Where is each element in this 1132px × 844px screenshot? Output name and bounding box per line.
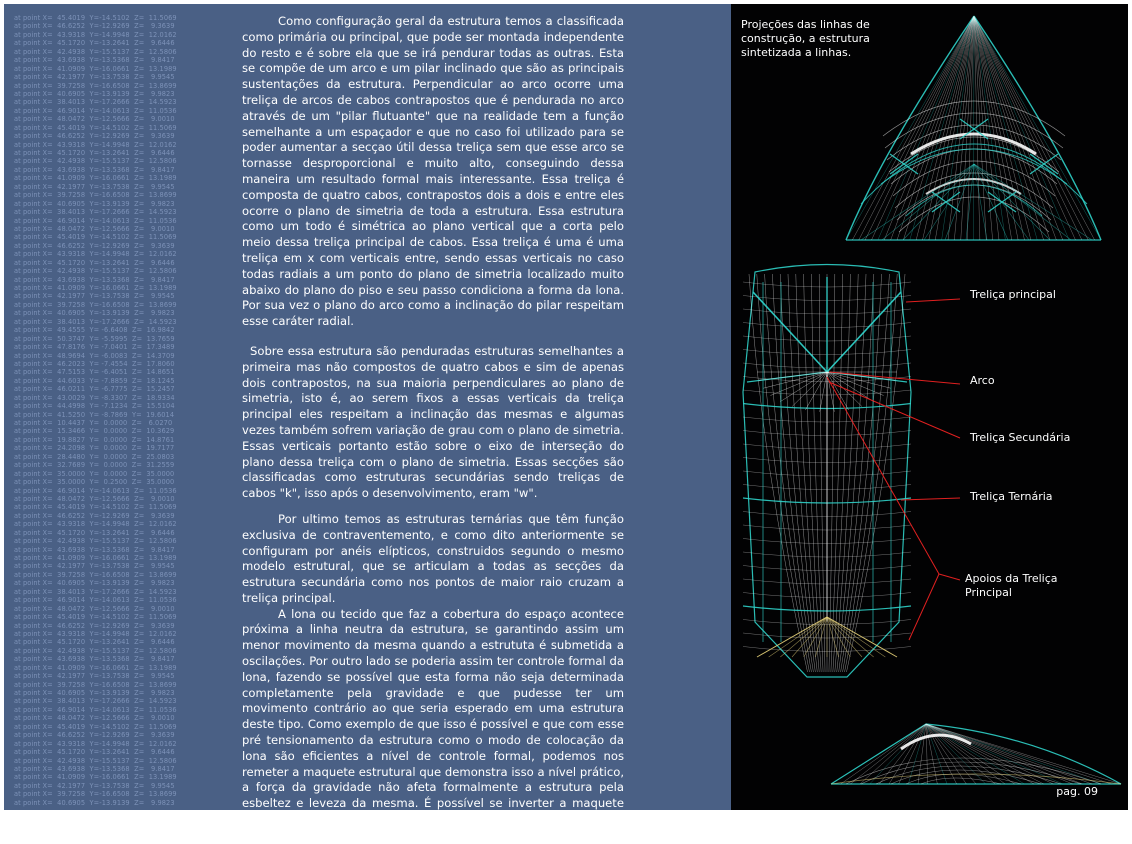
structure-curve xyxy=(819,274,825,672)
coordinate-line: at point X= 45.4019 Y=-14.5102 Z= 11.5069 xyxy=(14,14,177,22)
coordinate-line: at point X= 46.6252 Y=-12.9269 Z= 9.3639 xyxy=(14,621,175,630)
structure-line xyxy=(974,16,1050,240)
coordinate-line: at point X= 46.9014 Y=-14.0613 Z= 11.0536 xyxy=(14,705,177,714)
coordinate-line: at point X= 46.2023 Y= -7.4554 Z= 17.8060 xyxy=(14,359,175,368)
coordinate-line: at point X= 43.6938 Y=-13.5368 Z= 9.8417 xyxy=(14,275,175,284)
coordinate-line: at point X= 19.8827 Y= 0.0000 Z= 14.8761 xyxy=(14,435,175,444)
paragraph-structure-ternary: Por ultimo temos as estruturas ternárias que têm função exclusiva de contraventemento, e como dito anteriormente se configuram por anéis elípticos, construidos segundo o mesmo modelo estrutural, que se articulam a todas as secções da estrutura secundária como nos pontos de maior raio cruzam a treliça principal. xyxy=(242,511,624,605)
coordinate-line: at point X= 42.4938 Y=-15.5137 Z= 12.5806 xyxy=(14,157,177,166)
coordinate-line: at point X= 35.0000 Y= 0.0000 Z= 35.0000 xyxy=(14,469,175,478)
coordinate-line: at point X= 43.9318 Y=-14.9948 Z= 12.0162 xyxy=(14,30,177,39)
leader-line xyxy=(829,372,960,384)
structure-line xyxy=(974,16,1031,240)
coordinate-line: at point X= 45.4019 Y=-14.5102 Z= 11.5069 xyxy=(14,233,177,242)
coordinate-line: at point X= 42.4938 Y=-15.5137 Z= 12.5806 xyxy=(14,537,177,546)
structure-line xyxy=(831,724,926,784)
structure-line xyxy=(827,292,901,372)
structure-line xyxy=(757,617,827,657)
coordinate-line: at point X= 46.9014 Y=-14.0613 Z= 11.0536 xyxy=(14,216,177,225)
coordinate-line: at point X= 32.7689 Y= 0.0000 Z= 31.2559 xyxy=(14,461,175,470)
label-trelica-ternaria: Treliça Ternária xyxy=(970,490,1053,503)
paragraph-structure-secondary: Sobre essa estrutura são penduradas estruturas semelhantes a primeira mas não compostos de quatro cabos e sim de apenas dois contrapostos, na sua maioria perpendiculares ao plano de simetria, isto é, ao serem fixos a essas verticais da treliça principal eles respeitam a inclinação das mesmas e algumas vezes também sofrem variação de grau com o plano de simetria. Essas verticais portanto estão sobre o eixo de interseção do plano dessa treliça com o plano de simetria. Essas secções são classificadas como estruturas secundárias sendo treliças de cabos "k", isso após o desenvolvimento, eram "w". xyxy=(242,343,624,501)
coordinate-line: at point X= 39.7258 Y=-16.6508 Z= 13.8699 xyxy=(14,790,177,799)
structure-line xyxy=(903,164,974,240)
structure-line xyxy=(882,164,974,240)
coordinate-line: at point X= 40.6905 Y=-13.9139 Z= 9.9823 xyxy=(14,89,175,98)
coordinate-line: at point X= 40.6905 Y=-13.9139 Z= 9.9823 xyxy=(14,798,175,807)
structure-line xyxy=(878,16,974,240)
coordinate-line: at point X= 46.6252 Y=-12.9269 Z= 9.3639 xyxy=(14,511,175,520)
structure-line xyxy=(827,617,897,657)
coordinate-line: at point X= 45.1720 Y=-13.2641 Z= 9.6446 xyxy=(14,39,175,48)
coordinate-line: at point X= 46.6252 Y=-12.9269 Z= 9.3639 xyxy=(14,132,175,141)
coordinate-line: at point X= 40.6905 Y=-13.9139 Z= 9.9823 xyxy=(14,579,175,588)
coordinate-line: at point X= 38.4013 Y=-17.2666 Z= 14.5923 xyxy=(14,98,177,107)
coordinate-line: at point X= 45.4019 Y=-14.5102 Z= 11.5069 xyxy=(14,722,177,731)
plan-view-drawing xyxy=(731,262,1128,682)
coordinate-line: at point X= 41.0909 Y=-16.0661 Z= 13.1989 xyxy=(14,174,177,183)
coordinate-line: at point X= 39.7258 Y=-16.6508 Z= 13.8699 xyxy=(14,191,177,200)
coordinate-list xyxy=(14,14,224,807)
coordinate-line: at point X= 40.6905 Y=-13.9139 Z= 9.9823 xyxy=(14,309,175,318)
coordinate-line: at point X= 45.4019 Y=-14.5102 Z= 11.5069 xyxy=(14,613,177,622)
coordinate-line: at point X= 48.0472 Y=-12.5666 Z= 9.0010 xyxy=(14,604,175,613)
coordinate-line: at point X= 43.9318 Y=-14.9948 Z= 12.0162 xyxy=(14,739,177,748)
coordinate-line: at point X= 43.6938 Y=-13.5368 Z= 9.8417 xyxy=(14,655,175,664)
coordinate-line: at point X= 38.4013 Y=-17.2666 Z= 14.5923 xyxy=(14,697,177,706)
structure-line xyxy=(884,16,974,240)
coordinate-line: at point X= 48.0472 Y=-12.5666 Z= 9.0010 xyxy=(14,224,175,233)
coordinate-line: at point X= 48.0472 Y=-12.5666 Z= 9.0010 xyxy=(14,494,175,503)
body-text xyxy=(242,14,624,844)
coordinate-line: at point X= 45.1720 Y=-13.2641 Z= 9.6446 xyxy=(14,638,175,647)
coordinate-line: at point X= 24.2098 Y= 0.0000 Z= 19.7177 xyxy=(14,444,175,453)
structure-line xyxy=(926,724,1082,784)
structure-line xyxy=(827,617,850,657)
label-arco: Arco xyxy=(970,374,995,387)
coordinate-line: at point X= 40.6905 Y=-13.9139 Z= 9.9823 xyxy=(14,199,175,208)
front-projection-drawing xyxy=(731,4,1128,249)
structure-line xyxy=(926,724,1053,784)
paragraph-membrane: A lona ou tecido que faz a cobertura do espaço acontece próxima a linha neutra da estrutura, se garantindo assim um menor movimento da mesma quando a estrututa é submetida a oscilações. Por outro lado se poderia assim ter controle formal da lona, fazendo se possível que esta forma não seja determinada completamente pela gravidade e que pudesse ter um movimento contrário ao que seria esperado em uma estrutura deste tipo. Como exemplo de que isso é possível e que com esse pré tensionamento da estrutura como o modo de colocação da lona são eficientes a nível de controle formal, podemos nos remeter a maquete estrutural que demonstra isso a nível prático, a força da gravidade não afeta formalmente a estrutura pela esbeltez e leveza da mesma. É possível se inverter a maquete sem que haja alteração formal pois a pré tensão no caso é superior a gerada pela gravidade. xyxy=(242,606,624,842)
coordinate-line: at point X= 15.3466 Y= 0.0000 Z= 10.3629 xyxy=(14,427,175,436)
coordinate-line: at point X= 42.1977 Y=-13.7538 Z= 9.9545 xyxy=(14,73,175,82)
coordinate-line: at point X= 42.1977 Y=-13.7538 Z= 9.9545 xyxy=(14,182,175,191)
coordinate-line: at point X= 43.9318 Y=-14.9948 Z= 12.0162 xyxy=(14,520,177,529)
coordinate-line: at point X= 42.4938 Y=-15.5137 Z= 12.5806 xyxy=(14,646,177,655)
coordinate-line: at point X= 46.9014 Y=-14.0613 Z= 11.0536 xyxy=(14,106,177,115)
structure-line xyxy=(753,292,827,372)
coordinate-line: at point X= 50.3747 Y= -5.5995 Z= 13.7659 xyxy=(14,334,175,343)
coordinate-line: at point X= 46.0211 Y= -6.7775 Z= 15.2457 xyxy=(14,385,175,394)
page-number: pag. 09 xyxy=(1056,785,1098,798)
coordinate-line: at point X= 48.0472 Y=-12.5666 Z= 9.0010 xyxy=(14,115,175,124)
coordinate-line: at point X= 43.9318 Y=-14.9948 Z= 12.0162 xyxy=(14,250,177,259)
coordinate-line: at point X= 42.1977 Y=-13.7538 Z= 9.9545 xyxy=(14,781,175,790)
coordinate-line: at point X= 46.6252 Y=-12.9269 Z= 9.3639 xyxy=(14,22,175,31)
coordinate-line: at point X= 46.9014 Y=-14.0613 Z= 11.0536 xyxy=(14,596,177,605)
paragraph-structure-primary: Como configuração geral da estrutura temos a classificada como primária ou principal, que pode ser montada independente do resto e é sobre ela que se irá pendurar todas as outras. Esta se compõe de um arco e um pilar inclinado que são as principais sustentações da estrutura. Perpendicular ao arco ocorre uma treliça de arcos de cabos contrapostos que é pendurada no arco através de um "pilar flutuante" que na realidade tem a função semelhante a um espaçador e que no caso foi utilizado para se poder aumentar a secçao útil dessa treliça sem que esse arco se tornasse desproporcional e muito alto, conseguindo dessa maneira um resultado formal mais interessante. Essa treliça é composta de quatro cabos, contrapostos dois a dois e entre eles ocorre o plano de simetria de toda a estrutura. Essa estrutura como um todo é simétrica ao plano vertical que a corta pelo meio dessa treliça principal de cabos. Essa treliça é uma é uma treliça em x com verticais entre, sendo essas verticais no caso todas radiais a um ponto do plano de simetria localizado muito abaixo do plano do piso e seu passo condiciona a forma da lona. Por sua vez o plano do arco como a inclinação do pilar respeitam esse caráter radial. xyxy=(242,14,624,329)
coordinate-line: at point X= 45.4019 Y=-14.5102 Z= 11.5069 xyxy=(14,503,177,512)
structure-line xyxy=(841,724,926,784)
structure-line xyxy=(804,617,827,657)
text-panel xyxy=(4,4,731,842)
structure-line xyxy=(850,724,926,784)
coordinate-line: at point X= 38.4013 Y=-17.2666 Z= 14.5923 xyxy=(14,317,177,326)
coordinate-line: at point X= 35.0000 Y= 0.2500 Z= 35.0000 xyxy=(14,478,175,487)
coordinate-line: at point X= 10.4437 Y= 0.0000 Z= 6.0270 xyxy=(14,419,173,427)
coordinate-line: at point X= 47.8176 Y= -7.0401 Z= 17.3489 xyxy=(14,343,175,352)
coordinate-line: at point X= 41.0909 Y=-16.0661 Z= 13.1989 xyxy=(14,663,177,672)
coordinate-line: at point X= 49.4555 Y= -6.6408 Z= 16.9842 xyxy=(14,326,175,335)
coordinate-line: at point X= 46.6252 Y=-12.9269 Z= 9.3639 xyxy=(14,731,175,740)
coordinate-line: at point X= 43.6938 Y=-13.5368 Z= 9.8417 xyxy=(14,764,175,773)
coordinate-line: at point X= 42.4938 Y=-15.5137 Z= 12.5806 xyxy=(14,756,177,765)
leader-line xyxy=(909,574,939,640)
coordinate-line: at point X= 41.5250 Y= -8.7869 Y= 19.6014 xyxy=(14,410,175,419)
coordinate-line: at point X= 39.7258 Y=-16.6508 Z= 13.8699 xyxy=(14,570,177,579)
side-elevation-drawing xyxy=(731,704,1128,794)
structure-line xyxy=(974,164,1029,240)
coordinate-line: at point X= 43.9318 Y=-14.9948 Z= 12.0162 xyxy=(14,629,177,638)
coordinate-line: at point X= 42.1977 Y=-13.7538 Z= 9.9545 xyxy=(14,292,175,301)
drawings-panel xyxy=(731,4,1128,810)
coordinate-line: at point X= 42.1977 Y=-13.7538 Z= 9.9545 xyxy=(14,562,175,571)
coordinate-line: at point X= 41.0909 Y=-16.0661 Z= 13.1989 xyxy=(14,64,177,73)
coordinate-line: at point X= 42.4938 Y=-15.5137 Z= 12.5806 xyxy=(14,267,177,276)
label-trelica-principal: Treliça principal xyxy=(970,288,1056,301)
structure-line xyxy=(966,164,974,240)
structure-line xyxy=(926,724,1063,784)
label-apoios-trelica: Apoios da Treliça Principal xyxy=(965,572,1058,599)
coordinate-line: at point X= 41.0909 Y=-16.0661 Z= 13.1989 xyxy=(14,554,177,562)
structure-line xyxy=(861,164,974,240)
coordinate-line: at point X= 46.6252 Y=-12.9269 Z= 9.3639 xyxy=(14,241,175,250)
leader-line xyxy=(939,574,960,580)
structure-line xyxy=(974,16,1069,240)
coordinate-line: at point X= 43.6938 Y=-13.5368 Z= 9.8417 xyxy=(14,165,175,174)
coordinate-line: at point X= 45.4019 Y=-14.5102 Z= 11.5069 xyxy=(14,123,177,132)
coordinate-line: at point X= 40.6905 Y=-13.9139 Z= 9.9823 xyxy=(14,689,175,697)
coordinate-line: at point X= 44.6033 Y= -7.8859 Z= 18.1245 xyxy=(14,376,175,385)
coordinate-line: at point X= 28.4480 Y= 0.0000 Z= 25.0803 xyxy=(14,452,175,461)
drawing-caption: Projeções das linhas de construção, a estrutura sintetizada a linhas. xyxy=(741,18,870,59)
coordinate-line: at point X= 42.4938 Y=-15.5137 Z= 12.5806 xyxy=(14,47,177,56)
coordinate-line: at point X= 45.1720 Y=-13.2641 Z= 9.6446 xyxy=(14,149,175,157)
coordinate-line: at point X= 43.0029 Y= -8.3307 Z= 18.9334 xyxy=(14,393,175,402)
coordinate-line: at point X= 39.7258 Y=-16.6508 Z= 13.8699 xyxy=(14,81,177,90)
coordinate-line: at point X= 45.1720 Y=-13.2641 Z= 9.6446 xyxy=(14,528,175,537)
leader-line xyxy=(906,299,960,302)
label-trelica-secundaria: Treliça Secundária xyxy=(970,431,1071,444)
coordinate-line: at point X= 45.1720 Y=-13.2641 Z= 9.6446 xyxy=(14,748,175,757)
coordinate-line: at point X= 44.4998 Y= -7.1234 Z= 15.5104 xyxy=(14,402,175,411)
coordinate-line: at point X= 41.0909 Y=-16.0661 Z= 13.1989 xyxy=(14,773,177,782)
coordinate-line: at point X= 48.0472 Y=-12.5666 Z= 9.0010 xyxy=(14,714,175,723)
structure-line xyxy=(974,16,1076,240)
structure-line xyxy=(974,16,1063,240)
coordinate-line: at point X= 42.1977 Y=-13.7538 Z= 9.9545 xyxy=(14,672,175,681)
structure-line xyxy=(763,372,827,388)
structure-curve xyxy=(829,274,835,672)
coordinate-line: at point X= 38.4013 Y=-17.2666 Z= 14.5923 xyxy=(14,587,177,596)
coordinate-line: at point X= 43.6938 Y=-13.5368 Z= 9.8417 xyxy=(14,56,175,65)
structure-line xyxy=(916,16,974,240)
coordinate-line: at point X= 39.7258 Y=-16.6508 Z= 13.8699 xyxy=(14,680,177,689)
coordinate-line: at point X= 41.0909 Y=-16.0661 Z= 13.1989 xyxy=(14,284,177,292)
coordinate-line: at point X= 39.7258 Y=-16.6508 Z= 13.8699 xyxy=(14,300,177,309)
structure-line xyxy=(924,164,974,240)
structure-curve xyxy=(921,778,1001,784)
coordinate-line: at point X= 46.9014 Y=-14.0613 Z= 11.0536 xyxy=(14,486,177,495)
coordinate-line: at point X= 43.6938 Y=-13.5368 Z= 9.8417 xyxy=(14,545,175,554)
coordinate-line: at point X= 45.1720 Y=-13.2641 Z= 9.6446 xyxy=(14,258,175,267)
coordinate-line: at point X= 47.5153 Y= -6.4051 Z= 14.8651 xyxy=(14,368,175,377)
coordinate-line: at point X= 43.9318 Y=-14.9948 Z= 12.0162 xyxy=(14,140,177,149)
coordinate-line: at point X= 48.9694 Y= -6.0083 Z= 14.3709 xyxy=(14,351,175,360)
coordinate-line: at point X= 38.4013 Y=-17.2666 Z= 14.5923 xyxy=(14,208,177,217)
